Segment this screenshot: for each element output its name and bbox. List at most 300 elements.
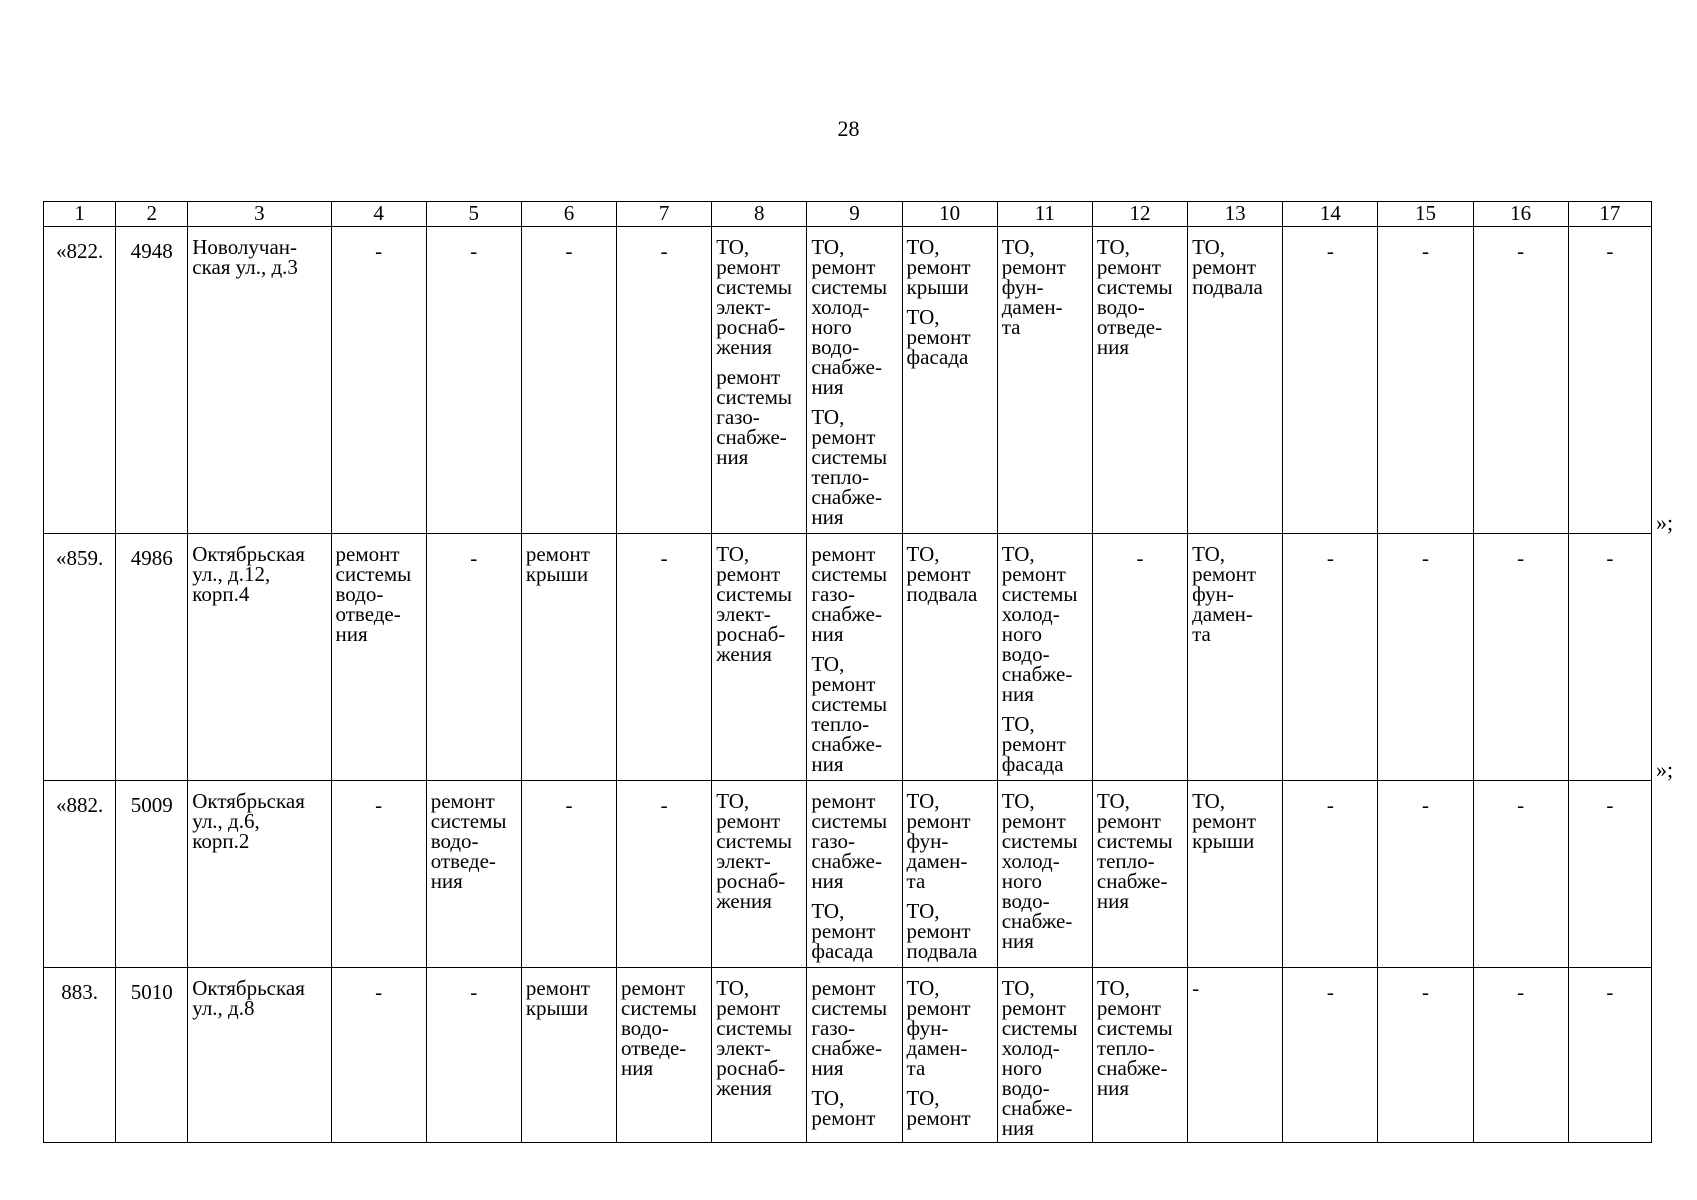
work-item-line: ремонт — [811, 789, 876, 813]
work-item-line: ния — [1001, 682, 1034, 706]
work-item-line: системы — [811, 275, 888, 299]
work-item-line: ТО, — [1001, 542, 1035, 566]
work-item-line: ремонт — [1001, 255, 1066, 279]
building-address — [188, 781, 331, 968]
work-item-line: ТО, — [1096, 976, 1130, 1000]
work-item-line: ТО, — [906, 1086, 940, 1110]
work-item-line: ремонт — [716, 255, 781, 279]
work-item — [907, 237, 993, 297]
work-item-line: фун- — [906, 1016, 949, 1040]
work-item-line: ремонт — [906, 996, 971, 1020]
work-item — [907, 307, 993, 367]
column-number-header: 4 — [331, 202, 426, 227]
work-item-line: снабже- — [811, 485, 882, 509]
address-line: Новолучан- — [192, 235, 298, 259]
work-item — [811, 544, 897, 644]
work-type-cell — [807, 534, 902, 781]
work-item — [811, 1088, 897, 1128]
work-item-line: ния — [1096, 335, 1130, 359]
work-item-line: ремонт — [1192, 562, 1257, 586]
work-item — [431, 791, 517, 891]
work-item-line: снабже- — [1001, 1096, 1073, 1120]
work-item-line: ремонт — [811, 976, 876, 1000]
column-number-header-row — [44, 202, 1652, 227]
work-item-line: ремонт — [906, 325, 971, 349]
empty-cell-dash: - — [1283, 781, 1378, 968]
work-item — [1097, 791, 1183, 911]
work-type-cell — [1188, 227, 1283, 534]
work-item-line: роснаб- — [716, 869, 786, 893]
work-item-line: ного — [1001, 1056, 1043, 1080]
work-item-line: тепло- — [1096, 849, 1155, 873]
work-item-line: холод- — [1001, 849, 1060, 873]
row-number: «882. — [44, 781, 116, 968]
work-item — [526, 978, 612, 1018]
work-item-line: ТО, — [1001, 235, 1035, 259]
work-item — [1192, 544, 1278, 644]
work-item-line: ТО, — [906, 899, 940, 923]
work-item — [336, 544, 422, 644]
work-item-line: снабже- — [1001, 662, 1073, 686]
address-line: корп.4 — [192, 582, 250, 606]
work-item-line: ремонт — [716, 809, 781, 833]
work-item-line: холод- — [811, 295, 870, 319]
work-item-line: ния — [811, 505, 844, 529]
work-item — [1097, 237, 1183, 357]
building-code: 4948 — [116, 227, 188, 534]
column-number-header: 17 — [1568, 202, 1651, 227]
work-item-line: ТО, — [1096, 235, 1130, 259]
work-item-line: ремонт — [1096, 996, 1161, 1020]
work-item-line: тепло- — [811, 712, 870, 736]
work-item — [1097, 978, 1183, 1098]
column-number-header: 13 — [1188, 202, 1283, 227]
work-type-cell — [617, 968, 712, 1143]
work-item-line: подвала — [906, 582, 978, 606]
work-item-line: ТО, — [716, 789, 750, 813]
repair-schedule-table — [43, 201, 1652, 1143]
work-item-line: ремонт — [430, 789, 495, 813]
work-item-line: ТО, — [906, 305, 940, 329]
work-item-line: ремонт — [906, 255, 971, 279]
work-item-line: ремонт — [811, 919, 876, 943]
work-item — [716, 978, 802, 1098]
work-item-line: ТО, — [1001, 976, 1035, 1000]
work-item-line: ремонт — [811, 425, 876, 449]
work-item — [811, 901, 897, 961]
work-item-line: ремонт — [716, 562, 781, 586]
address-line: ул., д.6, — [192, 809, 260, 833]
building-code: 5010 — [116, 968, 188, 1143]
work-item-line: та — [906, 869, 926, 893]
work-item — [811, 654, 897, 774]
empty-cell-dash: - — [1378, 227, 1473, 534]
column-number-header: 11 — [997, 202, 1092, 227]
work-item-line: крыши — [1192, 829, 1255, 853]
work-item-line: фун- — [1192, 582, 1234, 606]
work-item — [526, 544, 612, 584]
work-item-line: снабже- — [1096, 869, 1168, 893]
work-item-line: ремонт — [1001, 562, 1066, 586]
work-item-line: системы — [716, 582, 792, 606]
address-line: Октябрьская — [192, 542, 305, 566]
work-item-line: ремонт — [716, 365, 781, 389]
work-item — [716, 791, 802, 911]
work-item — [1192, 791, 1278, 851]
work-item-line: снабже- — [1001, 909, 1073, 933]
work-type-cell — [997, 227, 1092, 534]
work-item-line: ния — [1096, 1076, 1130, 1100]
work-item-line: ния — [811, 375, 844, 399]
empty-cell-dash: - — [331, 227, 426, 534]
work-item-line: тепло- — [1096, 1036, 1155, 1060]
empty-cell-dash: - — [1568, 968, 1651, 1143]
work-item-line: ремонт — [1001, 732, 1066, 756]
work-item-line: ремонт — [906, 919, 971, 943]
work-item — [1002, 714, 1088, 774]
work-item-line: дамен- — [1192, 602, 1253, 626]
table-row — [44, 227, 1652, 534]
work-type-cell — [902, 227, 997, 534]
work-type-cell — [426, 781, 521, 968]
empty-cell-dash: - — [1568, 534, 1651, 781]
work-item-line: ремонт — [906, 562, 971, 586]
work-item — [811, 407, 897, 527]
work-item-line: ного — [1001, 622, 1043, 646]
work-item-line: ния — [811, 752, 844, 776]
work-item — [716, 237, 802, 357]
work-item — [907, 978, 993, 1078]
work-item-line: элект- — [716, 1036, 771, 1060]
work-item-line: системы — [1001, 1016, 1078, 1040]
work-item-line: системы — [811, 996, 888, 1020]
work-item-line: ремонт — [1001, 996, 1066, 1020]
work-item-line: отведе- — [1096, 315, 1163, 339]
work-item-line: фун- — [906, 829, 949, 853]
work-item-line: жения — [716, 335, 772, 359]
work-item-line: снабже- — [811, 1036, 882, 1060]
work-item — [1192, 978, 1278, 998]
column-number-header: 9 — [807, 202, 902, 227]
work-item-line: ТО, — [716, 235, 750, 259]
work-item — [621, 978, 707, 1078]
work-item-line: газо- — [811, 1016, 855, 1040]
work-type-cell — [1092, 968, 1187, 1143]
work-item-line: ТО, — [1192, 789, 1226, 813]
table-row — [44, 534, 1652, 781]
work-item-line: системы — [811, 562, 888, 586]
table-row — [44, 968, 1652, 1143]
work-item-line: ТО, — [811, 235, 845, 259]
work-item — [907, 1088, 993, 1128]
empty-cell-dash: - — [617, 227, 712, 534]
work-item-line: системы — [430, 809, 507, 833]
work-item-line: ТО, — [1001, 789, 1035, 813]
work-item-line: ТО, — [1192, 235, 1226, 259]
work-type-cell — [712, 534, 807, 781]
work-type-cell — [521, 968, 616, 1143]
address-line: Октябрьская — [192, 789, 305, 813]
empty-cell-dash: - — [617, 781, 712, 968]
work-item-line: ТО, — [906, 789, 940, 813]
work-item — [1002, 978, 1088, 1138]
work-item-line: подвала — [1192, 275, 1263, 299]
row-number: «822. — [44, 227, 116, 534]
work-item-line: ремонт — [716, 996, 781, 1020]
building-code: 5009 — [116, 781, 188, 968]
empty-cell-dash: - — [331, 968, 426, 1143]
work-item-line: системы — [716, 385, 792, 409]
work-item-line: ремонт — [1096, 255, 1161, 279]
work-item-line: роснаб- — [716, 1056, 786, 1080]
work-item-line: ремонт — [811, 1106, 876, 1130]
work-type-cell — [1188, 781, 1283, 968]
work-item-line: ния — [1001, 929, 1034, 953]
work-type-cell — [1188, 534, 1283, 781]
table-row — [44, 781, 1652, 968]
work-item-line: водо- — [621, 1016, 669, 1040]
work-item-line: системы — [716, 275, 792, 299]
work-item-line: роснаб- — [716, 315, 786, 339]
empty-cell-dash: - — [1283, 534, 1378, 781]
work-item-line: ТО, — [716, 542, 750, 566]
work-item-line: системы — [1096, 1016, 1173, 1040]
column-number-header: 7 — [617, 202, 712, 227]
work-item-line: дамен- — [906, 1036, 968, 1060]
building-address — [188, 534, 331, 781]
work-type-cell — [807, 227, 902, 534]
work-type-cell — [997, 968, 1092, 1143]
work-item-line: снабже- — [716, 425, 787, 449]
work-item-line: системы — [1001, 582, 1078, 606]
work-item-line: ТО, — [811, 899, 845, 923]
work-item-line: та — [1192, 622, 1211, 646]
work-item-line: газо- — [811, 582, 855, 606]
work-item-line: ния — [430, 869, 463, 893]
work-item-line: холод- — [1001, 1036, 1060, 1060]
work-type-cell — [997, 534, 1092, 781]
work-type-cell — [521, 534, 616, 781]
empty-cell-dash: - — [426, 227, 521, 534]
work-item-line: системы — [1001, 829, 1078, 853]
work-item — [1002, 791, 1088, 951]
work-item-line: системы — [811, 692, 888, 716]
work-item — [907, 791, 993, 891]
work-item — [907, 901, 993, 961]
building-code: 4986 — [116, 534, 188, 781]
work-type-cell — [902, 534, 997, 781]
work-item-line: крыши — [525, 996, 589, 1020]
column-number-header: 14 — [1283, 202, 1378, 227]
column-number-header: 16 — [1473, 202, 1568, 227]
work-item-line: ТО, — [811, 652, 845, 676]
work-type-cell — [807, 968, 902, 1143]
work-type-cell — [1092, 227, 1187, 534]
work-item-line: ТО, — [1001, 712, 1035, 736]
work-item-line: та — [1001, 315, 1021, 339]
work-item-line: системы — [811, 445, 888, 469]
work-item-line: жения — [716, 642, 772, 666]
empty-cell-dash: - — [426, 968, 521, 1143]
empty-cell-dash: - — [1473, 227, 1568, 534]
empty-cell-dash: - — [1283, 227, 1378, 534]
work-item-line: снабже- — [811, 602, 882, 626]
empty-cell-dash: - — [617, 534, 712, 781]
work-item-line: снабже- — [811, 732, 882, 756]
work-type-cell — [1092, 781, 1187, 968]
address-line: корп.2 — [192, 829, 250, 853]
work-type-cell — [1188, 968, 1283, 1143]
column-number-header: 1 — [44, 202, 116, 227]
address-line: ская ул., д.3 — [192, 255, 298, 279]
work-item-line: отведе- — [430, 849, 496, 873]
empty-cell-dash: - — [426, 534, 521, 781]
work-item-line: ремонт — [525, 542, 590, 566]
closing-quote-mark: »; — [1656, 510, 1674, 535]
column-number-header: 3 — [188, 202, 331, 227]
work-item-line: холод- — [1001, 602, 1060, 626]
empty-cell-dash: - — [1378, 968, 1473, 1143]
column-number-header: 12 — [1092, 202, 1187, 227]
work-item-line: водо- — [335, 582, 384, 606]
work-item-line: снабже- — [1096, 1056, 1168, 1080]
work-type-cell — [331, 534, 426, 781]
column-number-header: 5 — [426, 202, 521, 227]
address-line: ул., д.8 — [192, 996, 255, 1020]
work-item-line: системы — [335, 562, 412, 586]
work-item-line: ного — [811, 315, 852, 339]
work-item — [811, 978, 897, 1078]
work-item-line: дамен- — [906, 849, 968, 873]
work-item-line: подвала — [906, 939, 978, 963]
work-item-line: ремонт — [906, 1106, 971, 1130]
work-item-line: снабже- — [811, 355, 882, 379]
building-address — [188, 227, 331, 534]
work-item-line: ТО, — [906, 976, 940, 1000]
work-item-line: фасада — [1001, 752, 1064, 776]
empty-cell-dash: - — [1568, 227, 1651, 534]
work-item — [1002, 544, 1088, 704]
empty-cell-dash: - — [1568, 781, 1651, 968]
work-item-line: ния — [811, 622, 844, 646]
work-item-line: ния — [335, 622, 368, 646]
work-type-cell — [997, 781, 1092, 968]
empty-cell-dash: - — [521, 781, 616, 968]
work-item-line: элект- — [716, 295, 771, 319]
work-item-line: водо- — [1001, 642, 1050, 666]
work-item-line: системы — [621, 996, 697, 1020]
column-number-header: 8 — [712, 202, 807, 227]
work-item-line: дамен- — [1001, 295, 1063, 319]
work-item — [716, 367, 802, 467]
work-item-line: ремонт — [1192, 255, 1257, 279]
work-item-line: жения — [716, 889, 772, 913]
work-item-line: ТО, — [906, 235, 940, 259]
work-item — [1002, 237, 1088, 337]
work-type-cell — [712, 968, 807, 1143]
work-type-cell — [712, 781, 807, 968]
work-item-line: ремонт — [525, 976, 590, 1000]
work-item-line: водо- — [1096, 295, 1145, 319]
work-item-line: газо- — [811, 829, 855, 853]
work-item-line: ремонт — [811, 672, 876, 696]
work-item-line: крыши — [525, 562, 589, 586]
address-line: ул., д.12, — [192, 562, 271, 586]
work-item-line: снабже- — [811, 849, 882, 873]
empty-cell-dash: - — [1473, 781, 1568, 968]
column-number-header: 2 — [116, 202, 188, 227]
work-item-line: ТО, — [1096, 789, 1130, 813]
work-item-line: фун- — [1001, 275, 1044, 299]
work-item-line: системы — [716, 829, 792, 853]
address-line: Октябрьская — [192, 976, 305, 1000]
work-item-line: водо- — [1001, 889, 1050, 913]
work-item-line: элект- — [716, 602, 771, 626]
work-item-line: системы — [811, 809, 888, 833]
row-number: «859. — [44, 534, 116, 781]
column-number-header: 15 — [1378, 202, 1473, 227]
empty-cell-dash: - — [331, 781, 426, 968]
column-number-header: 10 — [902, 202, 997, 227]
work-item-line: ния — [1001, 1116, 1034, 1140]
work-item-line: крыши — [906, 275, 969, 299]
work-item-line: элект- — [716, 849, 771, 873]
work-item-line: фасада — [811, 939, 874, 963]
work-item — [716, 544, 802, 664]
work-item-line: системы — [1096, 829, 1173, 853]
empty-cell-dash: - — [1378, 534, 1473, 781]
work-item-line: та — [906, 1056, 926, 1080]
work-item-line: ремонт — [1096, 809, 1161, 833]
work-item — [907, 544, 993, 604]
empty-cell-dash: - — [1378, 781, 1473, 968]
work-item-line: водо- — [430, 829, 479, 853]
empty-cell-dash: - — [521, 227, 616, 534]
work-item-line: роснаб- — [716, 622, 786, 646]
empty-cell-dash: - — [1092, 534, 1187, 781]
work-item-line: тепло- — [811, 465, 870, 489]
work-item-line: отведе- — [335, 602, 401, 626]
work-type-cell — [902, 781, 997, 968]
work-item-line: ремонт — [1001, 809, 1066, 833]
column-number-header: 6 — [521, 202, 616, 227]
work-item-line: ремонт — [811, 542, 876, 566]
closing-quote-mark: »; — [1656, 757, 1674, 782]
empty-cell-dash: - — [1473, 968, 1568, 1143]
work-item-line: газо- — [716, 405, 760, 429]
empty-cell-dash: - — [1473, 534, 1568, 781]
work-item-line: жения — [716, 1076, 772, 1100]
work-item-line: ТО, — [1192, 542, 1226, 566]
work-item-line: ния — [1096, 889, 1130, 913]
work-item-line: ремонт — [1192, 809, 1257, 833]
work-item-line: ремонт — [906, 809, 971, 833]
page-number: 28 — [837, 116, 860, 141]
work-item-line: системы — [716, 1016, 792, 1040]
work-item — [811, 237, 897, 397]
work-type-cell — [712, 227, 807, 534]
work-item-line: ТО, — [811, 405, 845, 429]
work-item-line: ния — [811, 1056, 844, 1080]
work-item-line: ного — [1001, 869, 1043, 893]
work-item-line: - — [1192, 976, 1200, 1000]
work-type-cell — [902, 968, 997, 1143]
work-item-line: отведе- — [621, 1036, 687, 1060]
work-item-line: ТО, — [906, 542, 940, 566]
work-item-line: ния — [716, 445, 749, 469]
work-item-line: ТО, — [811, 1086, 845, 1110]
work-item — [1192, 237, 1278, 297]
